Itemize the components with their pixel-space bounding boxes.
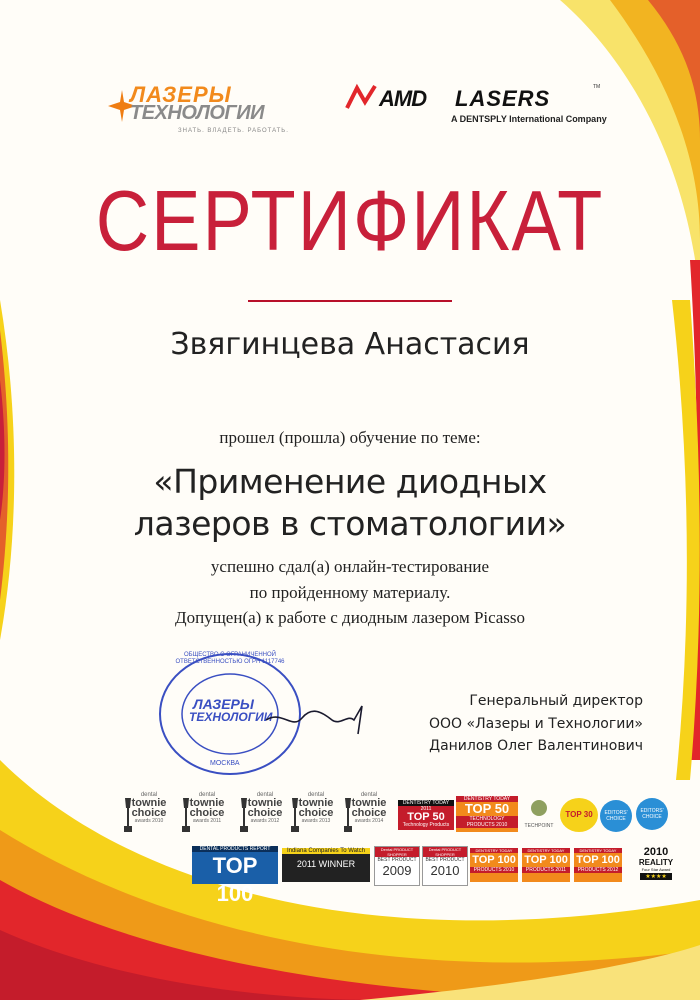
training-intro: прошел (прошла) обучение по теме: <box>219 428 481 447</box>
reality-award-badge: 2010 REALITY Four Star Award ★★★★ <box>638 846 674 880</box>
amd-tm: TM <box>593 84 601 90</box>
editors-choice-badge-1: EDITORS' CHOICE <box>600 800 632 832</box>
townie-award-2010: dental townie choice awards 2010 <box>120 792 178 844</box>
amd-brand-right: LASERS <box>455 86 551 111</box>
best-product-2009-badge: Dental PRODUCT SHOPPER BEST PRODUCT 2009 <box>374 846 420 886</box>
townie-award-2014: dental townie choice awards 2014 <box>340 792 398 844</box>
trophy-icon <box>343 798 353 832</box>
stamp-center-line1: ЛАЗЕРЫ <box>193 696 254 712</box>
lasers-tech-logo <box>108 80 293 142</box>
dpr-top100-badge: DENTAL PRODUCTS REPORT TOP 100 <box>192 846 278 884</box>
material-line: по пройденному материалу. <box>249 583 451 602</box>
course-title-line1: «Применение диодных <box>153 462 547 501</box>
director-position: Генеральный директор <box>469 693 643 709</box>
techpoint-icon <box>529 798 549 818</box>
amd-lasers-logo <box>345 82 615 132</box>
amd-brand-left: AMD <box>379 86 427 111</box>
top50-2011-badge: DENTISTRY TODAY 2011 TOP 50 Technology Products <box>398 800 454 830</box>
top100-2012-badge: DENTISTRY TODAY TOP 100 PRODUCTS 2012 <box>574 848 622 882</box>
stamp-city: МОСКВА <box>210 760 240 767</box>
indiana-winner-badge: Indiana Companies To Watch 2011 WINNER <box>282 848 370 882</box>
stamp-ring-text: ОБЩЕСТВО С ОГРАНИЧЕННОЙ ОТВЕТСТВЕННОСТЬЮ ОГРН 1117746 <box>175 652 285 665</box>
amd-laser-icon <box>345 84 377 110</box>
course-title-line2: лазеров в стоматологии» <box>133 504 567 543</box>
stamp-center-line2: ТЕХНОЛОГИИ <box>189 710 273 724</box>
title-divider <box>248 300 452 302</box>
townie-award-2011: dental townie choice awards 2011 <box>178 792 236 844</box>
certificate-title: СЕРТИФИКАТ <box>95 172 605 269</box>
top100-2011-badge: DENTISTRY TODAY TOP 100 PRODUCTS 2011 <box>522 848 570 882</box>
townie-award-2012: dental townie choice awards 2012 <box>236 792 294 844</box>
director-name: Данилов Олег Валентинович <box>429 738 643 754</box>
trophy-icon <box>181 798 191 832</box>
top100-2010-badge: DENTISTRY TODAY TOP 100 PRODUCTS 2010 <box>470 848 518 882</box>
top30-badge: TOP 30 <box>560 798 598 832</box>
admission-line: Допущен(а) к работе с диодным лазером Picasso <box>175 608 525 627</box>
townie-award-2013: dental townie choice awards 2013 <box>287 792 345 844</box>
best-product-2010-badge: Dental PRODUCT SHOPPER BEST PRODUCT 2010 <box>422 846 468 886</box>
test-passed-line: успешно сдал(а) онлайн-тестирование <box>210 557 490 576</box>
star-rating-icon: ★★★★ <box>640 873 672 880</box>
director-company: ООО «Лазеры и Технологии» <box>429 716 643 732</box>
recipient-name: Звягинцева Анастасия <box>170 327 530 362</box>
trophy-icon <box>239 798 249 832</box>
techpoint-badge: TECHPOINT <box>522 798 556 832</box>
logo-line1: ЛАЗЕРЫ <box>130 82 232 107</box>
top50-2010-badge: DENTISTRY TODAY TOP 50 TECHNOLOGY PRODUCTS 2010 <box>456 796 518 832</box>
director-signature <box>262 700 382 740</box>
editors-choice-badge-2: EDITORS' CHOICE <box>636 798 668 830</box>
trophy-icon <box>123 798 133 832</box>
logo-line2: ТЕХНОЛОГИИ <box>130 102 264 124</box>
trophy-icon <box>290 798 300 832</box>
logo-tagline: ЗНАТЬ. ВЛАДЕТЬ. РАБОТАТЬ. <box>178 128 289 134</box>
amd-subtitle: A DENTSPLY International Company <box>451 114 607 124</box>
